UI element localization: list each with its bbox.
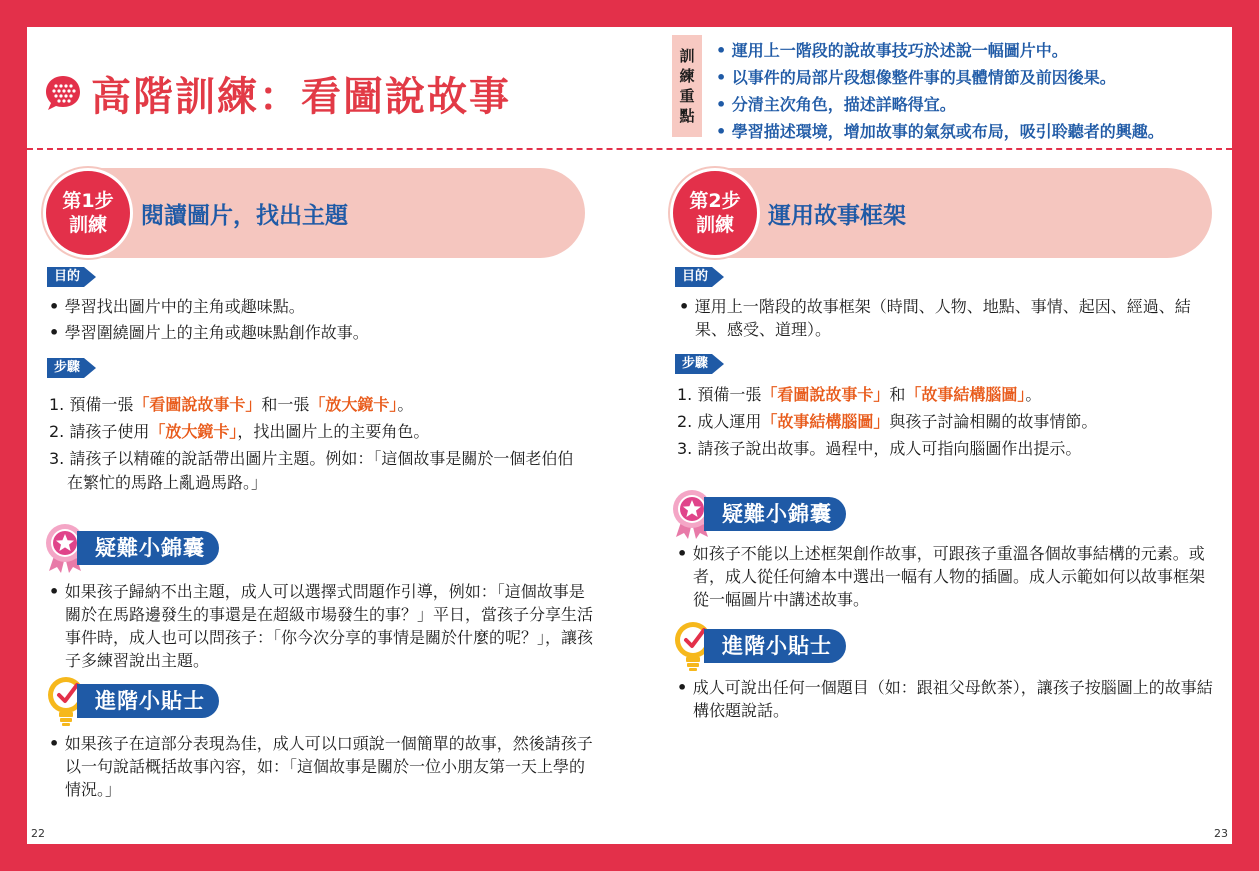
step-number: 2. [677,412,693,431]
step-text: 成人運用 [697,412,762,431]
step-text: 和一張 [261,395,310,414]
list-item [49,420,589,444]
step1-steps-tag [47,358,96,378]
focus-item: • 運用上一階段的說故事技巧於述說一幅圖片中。 [716,37,1164,64]
highlight-card-name: 「故事結構腦圖」 [905,385,1026,404]
step2-train-label: 訓練 [695,214,734,236]
focus-item: • 分清主次角色，描述詳略得宜。 [716,91,1164,118]
step1-number: 第1步 [62,190,114,212]
step1-tips-list [49,580,594,675]
focus-label-char: 重 [679,87,695,105]
step1-banner [43,168,585,258]
tips-badge-label: 疑難小錦囊 [704,497,846,531]
step2-tips-badge [670,489,846,539]
focus-label-char: 訓 [679,47,695,65]
tag-arrow-icon [712,354,724,374]
step-number: 2. [49,422,65,441]
page-title: 高階訓練：看圖說故事 [91,73,511,120]
page-number-right: 23 [1214,827,1228,840]
step-text: 預備一張 [697,385,762,404]
step1-goal-tag [47,267,96,287]
step1-train-label: 訓練 [68,214,107,236]
step2-title: 運用故事框架 [768,202,906,229]
training-focus-label [672,35,702,137]
step-number: 1. [677,385,693,404]
step2-banner [670,168,1212,258]
page-sheet [27,27,1232,844]
list-item: • 如孩子不能以上述框架創作故事，可跟孩子重溫各個故事結構的元素。或者，成人從任何繪本中選出一幅有人物的插圖。成人示範如何以故事框架從一幅圖片中講述故事。 [677,542,1219,611]
step1-advanced-badge [45,675,219,727]
step2-goal-tag [675,267,724,287]
focus-label-char: 練 [679,67,695,85]
list-item [49,393,589,417]
step-text: 。 [1025,385,1042,404]
step1-tips-badge [43,523,219,573]
step-number: 3. [677,439,693,458]
focus-item: • 學習描述環境，增加故事的氣氛或布局，吸引聆聽者的興趣。 [716,118,1164,145]
training-focus-list [716,37,1164,145]
step1-steps-list [49,393,589,498]
list-item: • 成人可說出任何一個題目（如：跟祖父母飲茶），讓孩子按腦圖上的故事結構依題說話。 [677,676,1219,722]
step-text: 與孩子討論相關的故事情節。 [889,412,1098,431]
tips-badge-label: 疑難小錦囊 [77,531,219,565]
step2-circle [670,168,760,258]
advanced-badge-label: 進階小貼士 [77,684,219,718]
step-text: 預備一張 [69,395,134,414]
training-focus [672,35,1164,145]
step-text: 請孩子說出故事。過程中，成人可指向腦圖作出提示。 [697,439,1082,458]
highlight-card-name: 「看圖說故事卡」 [761,385,890,404]
list-item: • 如果孩子在這部分表現為佳，成人可以口頭說一個簡單的故事，然後請孩子以一句說話概括故事內容，如：「這個故事是關於一位小朋友第一天上學的情況。」 [49,732,594,801]
list-item: • 學習圍繞圖片上的主角或趣味點創作故事。 [49,321,589,344]
title-row [43,67,511,119]
step1-goal-list [49,295,589,347]
list-item: • 學習找出圖片中的主角或趣味點。 [49,295,589,318]
steps-tag-label: 步驟 [675,354,712,374]
step2-steps-list [677,383,1217,464]
focus-item: • 以事件的局部片段想像整件事的具體情節及前因後果。 [716,64,1164,91]
list-item [49,447,589,495]
goal-tag-label: 目的 [675,267,712,287]
highlight-card-name: 「放大鏡卡」 [149,422,238,441]
tag-arrow-icon [84,358,96,378]
tag-arrow-icon [84,267,96,287]
step-number: 1. [49,395,65,414]
step1-title: 閱讀圖片，找出主題 [141,202,348,229]
advanced-badge-label: 進階小貼士 [704,629,846,663]
highlight-card-name: 「放大鏡卡」 [309,395,398,414]
highlight-card-name: 「看圖說故事卡」 [133,395,262,414]
step2-advanced-badge [672,620,846,672]
step2-goal-list [679,295,1217,344]
highlight-card-name: 「故事結構腦圖」 [761,412,890,431]
step2-tips-list [677,542,1219,614]
list-item [677,410,1217,434]
step-text: 請孩子使用 [69,422,150,441]
step-text: ，找出圖片上的主要角色。 [237,422,430,441]
step2-number: 第2步 [689,190,741,212]
list-item: • 運用上一階段的故事框架（時間、人物、地點、事情、起因、經過、結果、感受、道理）。 [679,295,1217,341]
dashed-divider [27,148,1232,150]
step-text: 和 [889,385,906,404]
goal-tag-label: 目的 [47,267,84,287]
step-text: 請孩子以精確的說話帶出圖片主題。例如：「這個故事是關於一個老伯伯在繁忙的馬路上亂過馬路。」 [67,449,574,492]
focus-label-char: 點 [679,107,695,125]
speech-bubble-icon [43,73,83,113]
list-item [677,437,1217,461]
step1-circle [43,168,133,258]
list-item: • 如果孩子歸納不出主題，成人可以選擇式問題作引導，例如：「這個故事是關於在馬路邊發生的事還是在超級市場發生的事？」平日，當孩子分享生活事件時，成人也可以問孩子：「你今次分享的事情是關於什麼的呢？」，讓孩子多練習說出主題。 [49,580,594,672]
tag-arrow-icon [712,267,724,287]
page-number-left: 22 [31,827,45,840]
step2-advanced-list [677,676,1219,725]
step1-advanced-list [49,732,594,804]
steps-tag-label: 步驟 [47,358,84,378]
list-item [677,383,1217,407]
step-text: 。 [397,395,414,414]
step2-steps-tag [675,354,724,374]
step-number: 3. [49,449,65,468]
